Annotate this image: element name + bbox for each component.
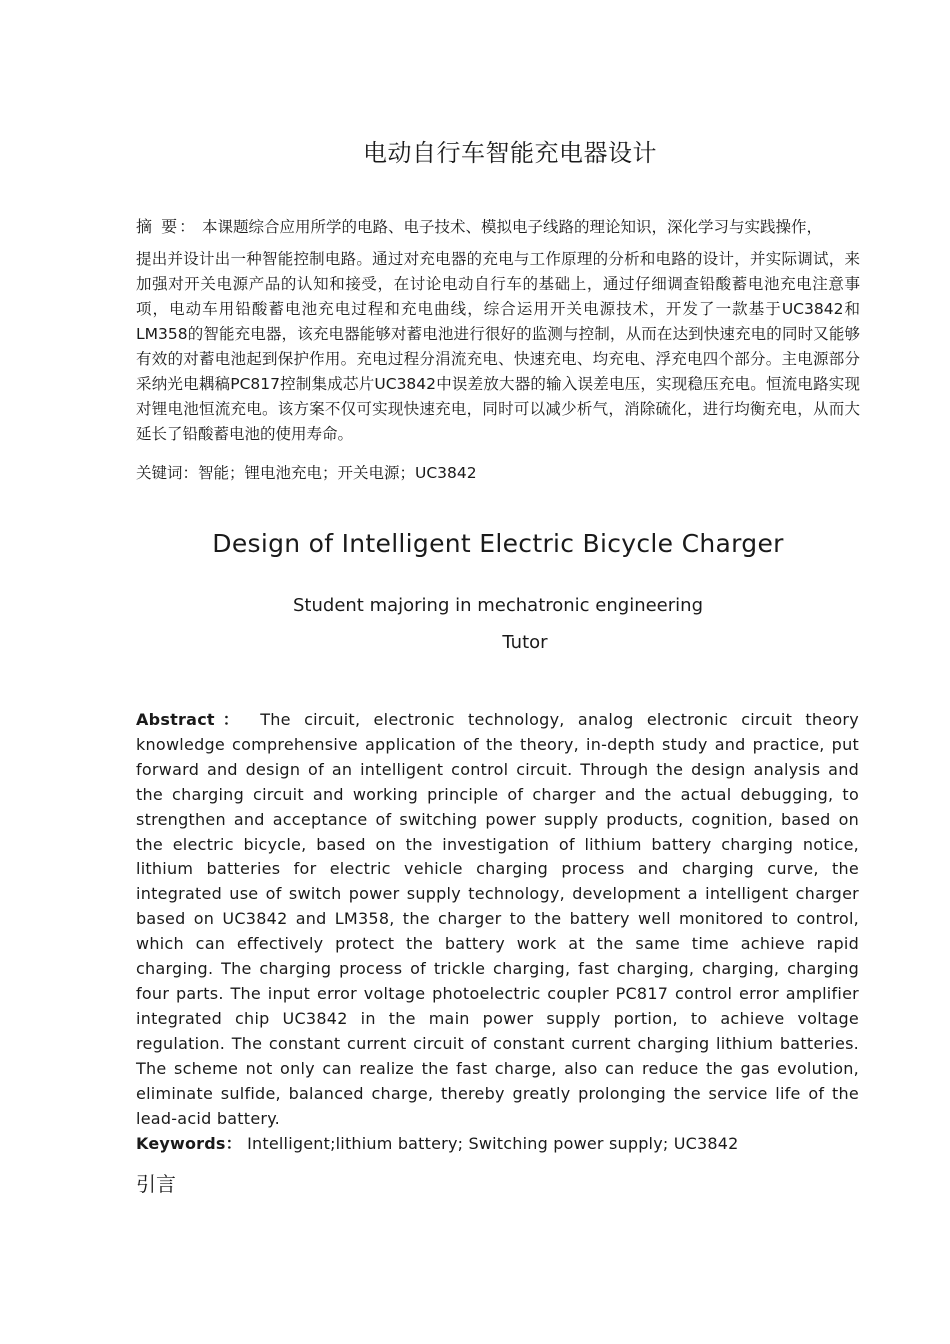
chinese-abstract-first-line bbox=[136, 214, 860, 240]
chinese-title: 电动自行车智能充电器设计 bbox=[363, 139, 657, 167]
chinese-keywords-text: 智能；锂电池充电；开关电源；UC3842 bbox=[198, 464, 477, 482]
english-abstract bbox=[136, 708, 859, 1131]
chinese-abstract-body: 提出并设计出一种智能控制电路。通过对充电器的充电与工作原理的分析和电路的设计，并实际调试，来加强对开关电源产品的认知和接受，在讨论电动自行车的基础上，通过仔细调查铅酸蓄电池充电注意事项，电动车用铅酸蓄电池充电过程和充电曲线，综合运用开关电源技术，开发了一款基于UC3842和LM358的智能充电器，该充电器能够对蓄电池进行很好的监测与控制，从而在达到快速充电的同时又能够有效的对蓄电池起到保护作用。充电过程分涓流充电、快速充电、均充电、浮充电四个部分。主电源部分采纳光电耦稿PC817控制集成芯片UC3842中误差放大器的输入误差电压，实现稳压充电。恒流电路实现对锂电池恒流充电。该方案不仅可实现快速充电，同时可以减少析气，消除硫化，进行均衡充电，从而大延长了铅酸蓄电池的使用寿命。 bbox=[136, 250, 860, 443]
english-abstract-text: The circuit, electronic technology, analog electronic circuit theory knowledge comprehensive application of the theory, in-depth study and practice, put forward and design of an intelligent control circuit. Through the design analysis and the charging circuit and working principle of charger and the actual debugging, to strengthen and acceptance of switching power supply products, cognition, based on the electric bicycle, based on the investigation of lithium battery charging notice, lithium batteries for electric vehicle charging process and charging curve, the integrated use of switch power supply technology, development a intelligent charger based on UC3842 and LM358, the charger to the battery well monitored to control, which can effectively protect the battery work at the same time achieve rapid charging. The charging process of trickle charging, fast charging, charging, charging four parts. The input error voltage photoelectric coupler PC817 control error amplifier integrated chip UC3842 in the main power supply portion, to achieve voltage regulation. The constant current circuit of constant current charging lithium batteries. The scheme not only can realize the fast charge, also can reduce the gas evolution, eliminate sulfide, balanced charge, thereby greatly prolonging the service life of the lead-acid battery. bbox=[136, 710, 859, 1128]
english-student-line: Student majoring in mechatronic engineering bbox=[293, 595, 703, 616]
english-keywords bbox=[136, 1132, 860, 1156]
english-title: Design of Intelligent Electric Bicycle Charger bbox=[212, 529, 784, 558]
english-abstract-label: Abstract： bbox=[136, 710, 247, 729]
chinese-keywords bbox=[136, 461, 860, 486]
chinese-abstract-label: 摘 要： bbox=[136, 217, 198, 236]
chinese-abstract bbox=[136, 214, 860, 447]
english-keywords-text: Intelligent;lithium battery; Switching power supply; UC3842 bbox=[247, 1134, 739, 1153]
english-keywords-label: Keywords： bbox=[136, 1134, 242, 1153]
english-tutor-line: Tutor bbox=[502, 632, 548, 653]
introduction-heading: 引言 bbox=[136, 1172, 176, 1196]
chinese-abstract-first-text: 本课题综合应用所学的电路、电子技术、模拟电子线路的理论知识，深化学习与实践操作， bbox=[202, 218, 823, 236]
chinese-keywords-label: 关键词： bbox=[136, 464, 199, 482]
